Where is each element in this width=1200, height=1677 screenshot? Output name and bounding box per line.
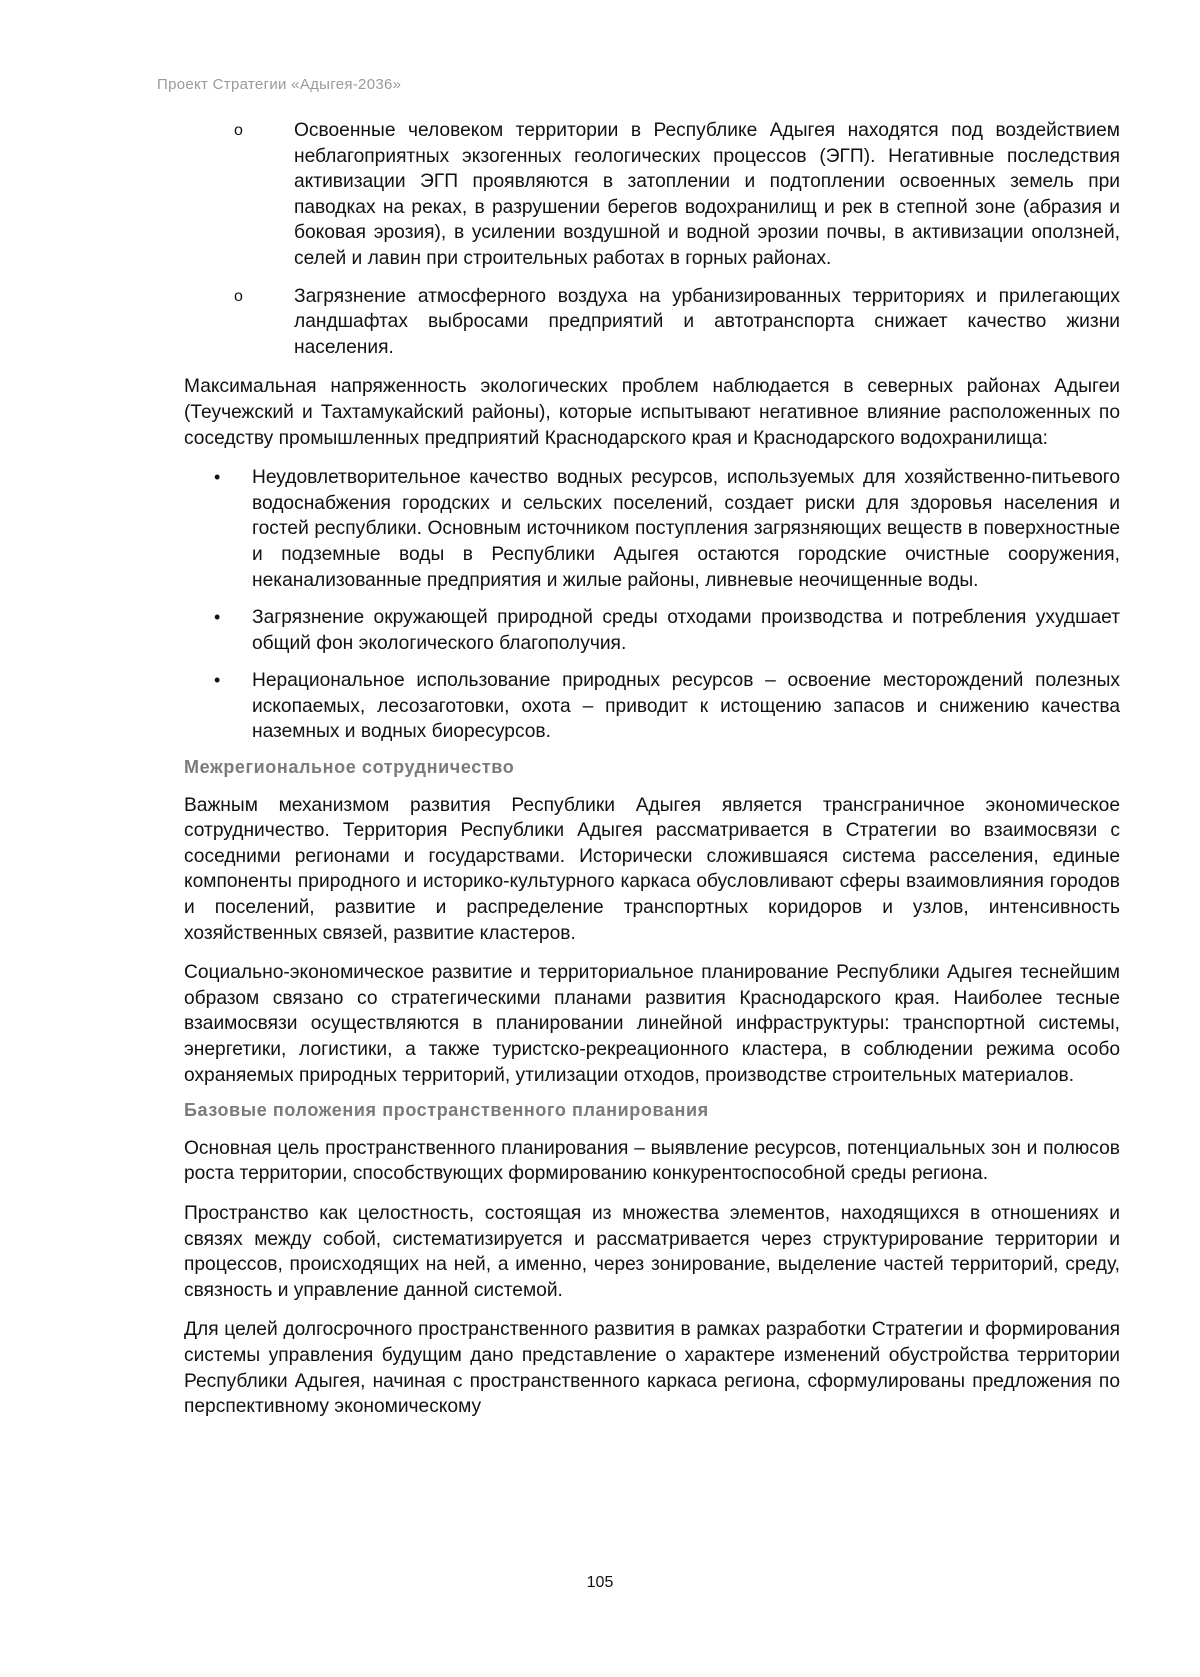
bullet-list [184,465,1120,745]
list-item-text: Неудовлетворительное качество водных ресурсов, используемых для хозяйственно-питьевого водоснабжения городских и сельских поселений, создает риски для здоровья населения и гостей республики. Основным источником поступления загрязняющих веществ в поверхностные и подземные воды в Республики Адыгея остаются городские очистные сооружения, неканализованные предприятия и жилые районы, ливневые неочищенные воды. [252,467,1120,591]
list-item [184,605,1120,656]
section-heading: Базовые положения пространственного планирования [184,1100,709,1121]
spacer [184,1303,1120,1317]
circle-bullet-icon: o [234,287,243,305]
spacer [184,451,1120,465]
list-item-text: Освоенные человеком территории в Республике Адыгея находятся под воздействием неблагоприятных экзогенных геологических процессов (ЭГП). Негативные последствия активизации ЭГП проявляются в затоплении и подтоплении освоенных земель при паводках на реках, в разрушении берегов водохранилищ и рек в степной зоне (абразия и боковая эрозия), в усилении воздушной и водной эрозии почвы, в активизации оползней, селей и лавин при строительных работах в горных районах. [294,120,1120,269]
running-header: Проект Стратегии «Адыгея-2036» [157,76,402,93]
paragraph: Максимальная напряженность экологических проблем наблюдается в северных районах Адыгеи (Теучежский и Тахтамукайский районы), которые испытывают негативное влияние расположенных по соседству промышленных предприятий Краснодарского края и Краснодарского водохранилища: [184,376,1120,449]
page-content [184,118,1120,1420]
spacer [184,946,1120,960]
spacer [184,656,1120,668]
list-item [184,465,1120,593]
spacer [184,360,1120,374]
bullet-dot-icon: • [214,607,221,628]
list-item [184,668,1120,745]
paragraph: Основная цель пространственного планирования – выявление ресурсов, потенциальных зон и полюсов роста территории, способствующих формированию конкурентоспособной среды региона. [184,1137,1120,1185]
list-item-text: Загрязнение окружающей природной среды отходами производства и потребления ухудшает общий фон экологического благополучия. [252,607,1120,654]
spacer [184,593,1120,605]
paragraph: Пространство как целостность, состоящая из множества элементов, находящихся в отношениях и связях между собой, систематизируется и рассматривается через структурирование территории и процессов, происходящих на ней, а именно, через зонирование, выделение частей территорий, среду, связность и управление данной системой. [184,1202,1120,1301]
spacer [184,272,1120,284]
paragraph: Социально-экономическое развитие и территориальное планирование Республики Адыгея теснейшим образом связано со стратегическими планами развития Краснодарского края. Наиболее тесные взаимосвязи осуществляются в планировании линейной инфраструктуры: транспортной системы, энергетики, логистики, а также туристско-рекреационного кластера, в соблюдении режима особо охраняемых природных территорий, утилизации отходов, производстве строительных материалов. [184,962,1120,1086]
bullet-dot-icon: • [214,467,221,488]
bullet-dot-icon: • [214,670,221,691]
paragraph: Для целей долгосрочного пространственного развития в рамках разработки Стратегии и формирования системы управления будущим дано представление о характере изменений обустройства территории Республики Адыгея, начиная с пространственного каркаса региона, сформулированы предложения по перспективному экономическому [184,1319,1120,1418]
list-item-text: Загрязнение атмосферного воздуха на урбанизированных территориях и прилегающих ландшафтах выбросами предприятий и автотранспорта снижает качество жизни населения. [294,285,1120,358]
circle-bullet-icon: o [234,122,243,139]
paragraph: Важным механизмом развития Республики Адыгея является трансграничное экономическое сотрудничество. Территория Республики Адыгея рассматривается в Стратегии во взаимосвязи с соседними регионами и государствами. Исторически сложившаяся система расселения, единые компоненты природного и историко-культурного каркаса обусловливают сферы взаимовлияния городов и поселений, развитие и распределение транспортных коридоров и узлов, интенсивность хозяйственных связей, развитие кластеров. [184,794,1120,944]
list-item [184,284,1120,361]
section-heading: Межрегиональное сотрудничество [184,757,515,778]
list-item [184,118,1120,272]
spacer [184,1187,1120,1201]
page-number: 105 [586,1574,614,1591]
list-item-text: Нерациональное использование природных ресурсов – освоение месторождений полезных ископаемых, лесозаготовки, охота – приводит к истощению запасов и снижению качества наземных и водных биоресурсов. [252,670,1120,743]
circle-list [184,118,1120,360]
